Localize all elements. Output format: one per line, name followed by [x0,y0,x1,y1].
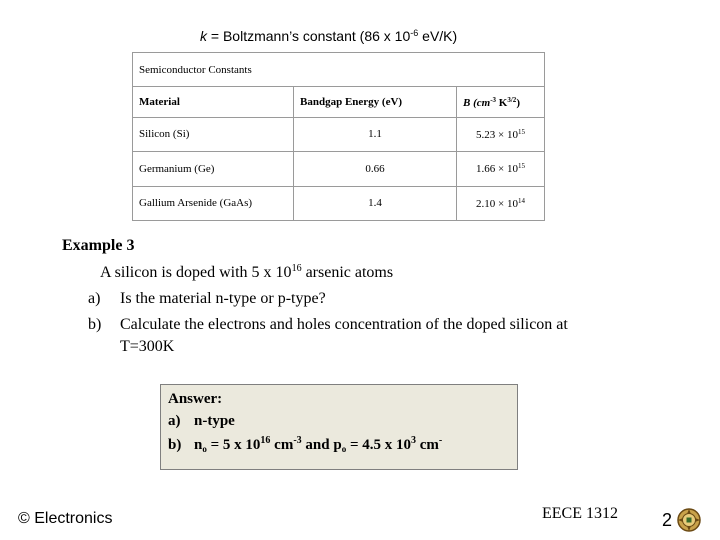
page-number: 2 [662,510,673,530]
semiconductor-constants-table [132,52,545,221]
header-b-coefficient: B ($cm^{-3}$ $K^{3/2}$) [457,87,545,117]
university-logo-icon [676,506,702,534]
material-cell: Germanium (Ge) [133,152,294,186]
material-cell: Silicon (Si) [133,117,294,151]
footer-copyright: © Electronics [18,510,113,527]
answer-title: Answer: [168,391,223,407]
boltzmann-unit: eV/K) [418,28,458,44]
item-text: Calculate the electrons and holes concentration of the doped silicon at [120,316,568,333]
answer-b: b) $n_o = 5$ x $10^{16}$ $cm^{-3}$ and $p_o = 4.5$ x $10^3$ cm- [168,435,443,454]
table-row [133,152,545,186]
table-row [133,117,545,151]
question-item-b-continuation: T=300K [120,338,175,355]
bandgap-cell: 1.4 [294,186,457,221]
question-item-a [88,290,326,308]
b-cell: $2.10 \times 10^{14}$ [457,186,545,221]
example-title: Example 3 [62,237,135,254]
k-symbol: k [200,28,207,44]
answer-box [160,384,518,470]
header-bandgap: Bandgap Energy (eV) [294,87,457,117]
example-intro: A silicon is doped with 5 x $10^{16}$ arsenic atoms [100,263,394,281]
boltzmann-constant-line [200,28,457,44]
table-row [133,186,545,221]
answer-a: a) n-type [168,413,235,429]
b-cell: $1.66 \times 10^{15}$ [457,152,545,186]
table-caption: Semiconductor Constants [133,53,545,87]
item-text: Is the material n-type or p-type? [120,290,326,307]
material-cell: Gallium Arsenide (GaAs) [133,186,294,221]
b-cell: $5.23 \times 10^{15}$ [457,117,545,151]
question-item-b [88,316,568,334]
course-code: EECE 1312 [542,505,618,522]
bandgap-cell: 0.66 [294,152,457,186]
bandgap-cell: 1.1 [294,117,457,151]
item-label: a) [88,290,101,307]
boltzmann-exponent: -6 [410,28,419,38]
item-label: b) [88,316,102,333]
boltzmann-text: = Boltzmann’s constant (86 x 10 [207,28,411,44]
header-material: Material [133,87,294,117]
